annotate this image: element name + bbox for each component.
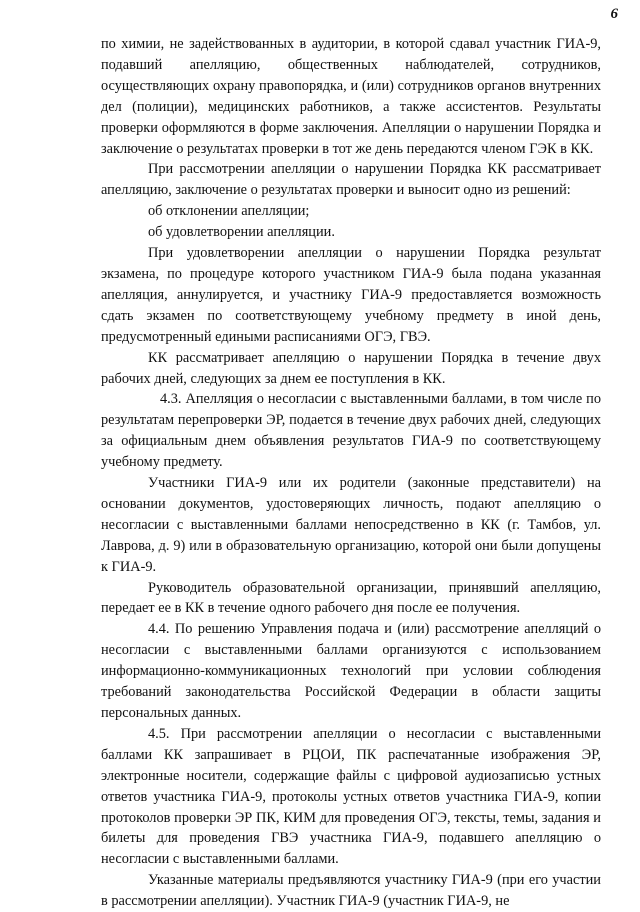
- paragraph-kk-decisions: При рассмотрении апелляции о нарушении Порядка КК рассматривает апелляцию, заключение о результатах проверки и выносит одно из решений:: [101, 161, 601, 199]
- paragraph-section-4-4: 4.4. По решению Управления подача и (или) рассмотрение апелляций о несогласии с выставленными баллами организуются с использованием информационно-коммуникационных технологий при условии соблюдения требований законодательства Российской Федерации в области защиты персональных данных.: [101, 621, 601, 721]
- list-item-reject: об отклонении апелляции;: [148, 203, 310, 220]
- paragraph-continuation: по химии, не задействованных в аудитории, в которой сдавал участник ГИА-9, подавший апелляцию, общественных наблюдателей, сотрудников, осуществляющих охрану правопорядка, и (или) сотрудников органов внутренних дел (полиции), медицинских работников, а также ассистентов. Результаты проверки оформляются в форме заключения. Апелляции о нарушении Порядка и заключение о результатах проверки в тот же день передаются членом ГЭК в КК.: [101, 36, 601, 157]
- paragraph-section-4-3: 4.3. Апелляция о несогласии с выставленными баллами, в том числе по результатам перепроверки ЭР, подается в течение двух рабочих дней, следующих за официальным днем объявления результатов ГИА-9 по соответствующему учебному предмету.: [101, 391, 601, 471]
- paragraph-review-term: КК рассматривает апелляцию о нарушении Порядка в течение двух рабочих дней, следующих за днем ее поступления в КК.: [101, 349, 601, 387]
- paragraph-section-4-5: 4.5. При рассмотрении апелляции о несогласии с выставленными баллами КК запрашивает в РЦОИ, ПК распечатанные изображения ЭР, электронные носители, содержащие файлы с цифровой аудиозаписью устных ответов участника ГИА-9, протоколы устных ответов участника ГИА-9, копии протоколов проверки ЭР ПК, КИМ для проведения ОГЭ, тексты, темы, задания и билеты для проведения ГВЭ участника ГИА-9, подавшего апелляцию о несогласии с выставленными баллами.: [101, 725, 601, 868]
- paragraph-materials-presented: Указанные материалы предъявляются участнику ГИА-9 (при его участии в рассмотрении апелляции). Участник ГИА-9 (участник ГИА-9, не: [101, 872, 601, 910]
- paragraph-approval-result: При удовлетворении апелляции о нарушении Порядка результат экзамена, по процедуре которого участником ГИА-9 была подана указанная апелляция, аннулируется, и участнику ГИА-9 предоставляется возможность сдать экзамен по соответствующему учебному предмету в иной день, предусмотренный едиными расписаниями ОГЭ, ГВЭ.: [101, 245, 601, 345]
- paragraph-participants-submit: Участники ГИА-9 или их родители (законные представители) на основании документов, удостоверяющих личность, подают апелляцию о несогласии с выставленными баллами непосредственно в КК (г. Тамбов, ул. Лаврова, д. 9) или в образовательную организацию, которой они были допущены к ГИА-9.: [101, 475, 601, 575]
- paragraph-director-transfer: Руководитель образовательной организации, принявший апелляцию, передает ее в КК в течение одного рабочего дня после ее получения.: [101, 579, 601, 617]
- page-number: 6: [610, 6, 618, 22]
- list-item-approve: об удовлетворении апелляции.: [148, 224, 335, 241]
- document-body: [101, 34, 601, 912]
